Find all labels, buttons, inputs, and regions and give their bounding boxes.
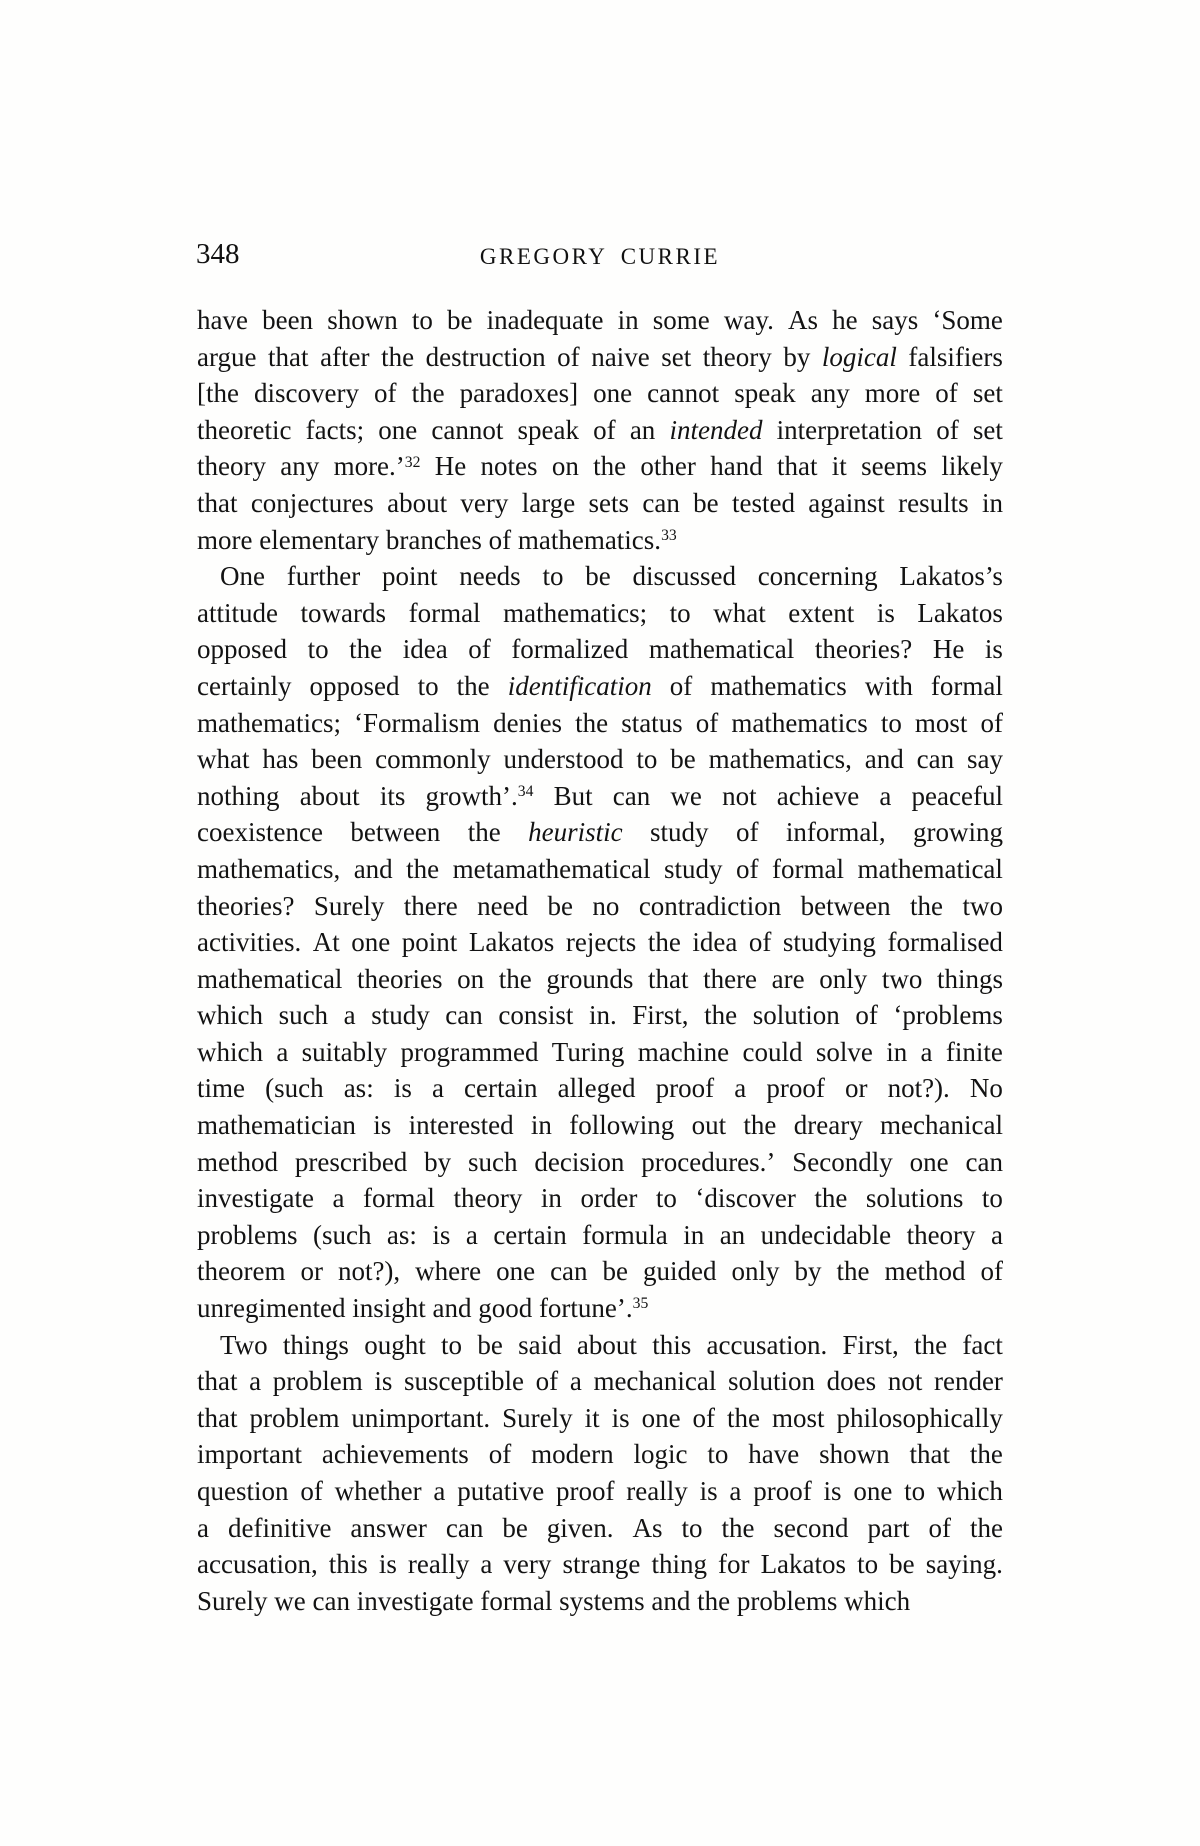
text-line: that a problem is susceptible of a mechanical solution does not render (197, 1366, 1003, 1397)
text-line: investigate a formal theory in order to ‘discover the solutions to (197, 1183, 1003, 1214)
text-line: mathematics; ‘Formalism denies the status of mathematics to most of (197, 707, 1003, 738)
text-line: that problem unimportant. Surely it is one of the most philosophically (197, 1402, 1003, 1433)
text-line: Surely we can investigate formal systems and the problems which (197, 1585, 911, 1616)
text-line: argue that after the destruction of naive set theory by logical falsifiers (197, 341, 1003, 372)
text-line: coexistence between the heuristic study of informal, growing (197, 817, 1003, 848)
running-header: GREGORY CURRIE (479, 244, 721, 269)
text-line: theorem or not?), where one can be guided only by the method of (197, 1256, 1003, 1287)
text-line: theory any more.’$^{32}$ He notes on the other hand that it seems likely (197, 451, 1003, 482)
text-line: a definitive answer can be given. As to the second part of the (197, 1512, 1003, 1543)
text-line: theories? Surely there need be no contradiction between the two (197, 890, 1003, 921)
text-line: activities. At one point Lakatos rejects the idea of studying formalised (197, 927, 1003, 958)
footnote-marker: 34 (517, 783, 534, 801)
text-line: accusation, this is really a very strange thing for Lakatos to be saying. (197, 1549, 1003, 1580)
text-line: [the discovery of the paradoxes] one cannot speak any more of set (197, 378, 1003, 409)
body-text (197, 302, 1003, 1619)
text-line: more elementary branches of mathematics.$^{33}$ (197, 524, 677, 555)
footnote-marker: 32 (404, 453, 421, 471)
text-line: which a suitably programmed Turing machine could solve in a finite (197, 1036, 1003, 1067)
text-line: method prescribed by such decision procedures.’ Secondly one can (197, 1146, 1003, 1177)
text-line: what has been commonly understood to be mathematics, and can say (197, 744, 1003, 775)
page-number: 348 (196, 238, 240, 270)
text-line: opposed to the idea of formalized mathematical theories? He is (197, 634, 1003, 665)
text-line: mathematical theories on the grounds that there are only two things (197, 963, 1003, 994)
text-line: have been shown to be inadequate in some way. As he says ‘Some (197, 305, 1003, 335)
text-line: attitude towards formal mathematics; to what extent is Lakatos (197, 597, 1003, 628)
text-line: which such a study can consist in. First, the solution of ‘problems (197, 1000, 1003, 1031)
text-line: problems (such as: is a certain formula in an undecidable theory a (197, 1219, 1003, 1250)
footnote-marker: 35 (632, 1295, 649, 1313)
text-line: important achievements of modern logic to have shown that the (197, 1439, 1003, 1470)
footnote-marker: 33 (661, 526, 677, 544)
text-line: One further point needs to be discussed concerning Lakatos’s (220, 561, 1003, 592)
text-line: mathematician is interested in following out the dreary mechanical (197, 1110, 1003, 1141)
text-line: that conjectures about very large sets can be tested against results in (197, 487, 1003, 518)
text-line: nothing about its growth’.$^{34}$ But can we not achieve a peaceful (197, 780, 1003, 811)
text-line: unregimented insight and good fortune’.$^{35}$ (197, 1293, 649, 1324)
text-line: Two things ought to be said about this accusation. First, the fact (220, 1329, 1003, 1360)
text-line: certainly opposed to the identification of mathematics with formal (197, 670, 1003, 701)
text-line: theoretic facts; one cannot speak of an intended interpretation of set (197, 414, 1003, 445)
text-line: question of whether a putative proof really is a proof is one to which (197, 1476, 1003, 1506)
text-line: time (such as: is a certain alleged proof a proof or not?). No (197, 1073, 1003, 1104)
text-line: mathematics, and the metamathematical study of formal mathematical (197, 853, 1003, 884)
